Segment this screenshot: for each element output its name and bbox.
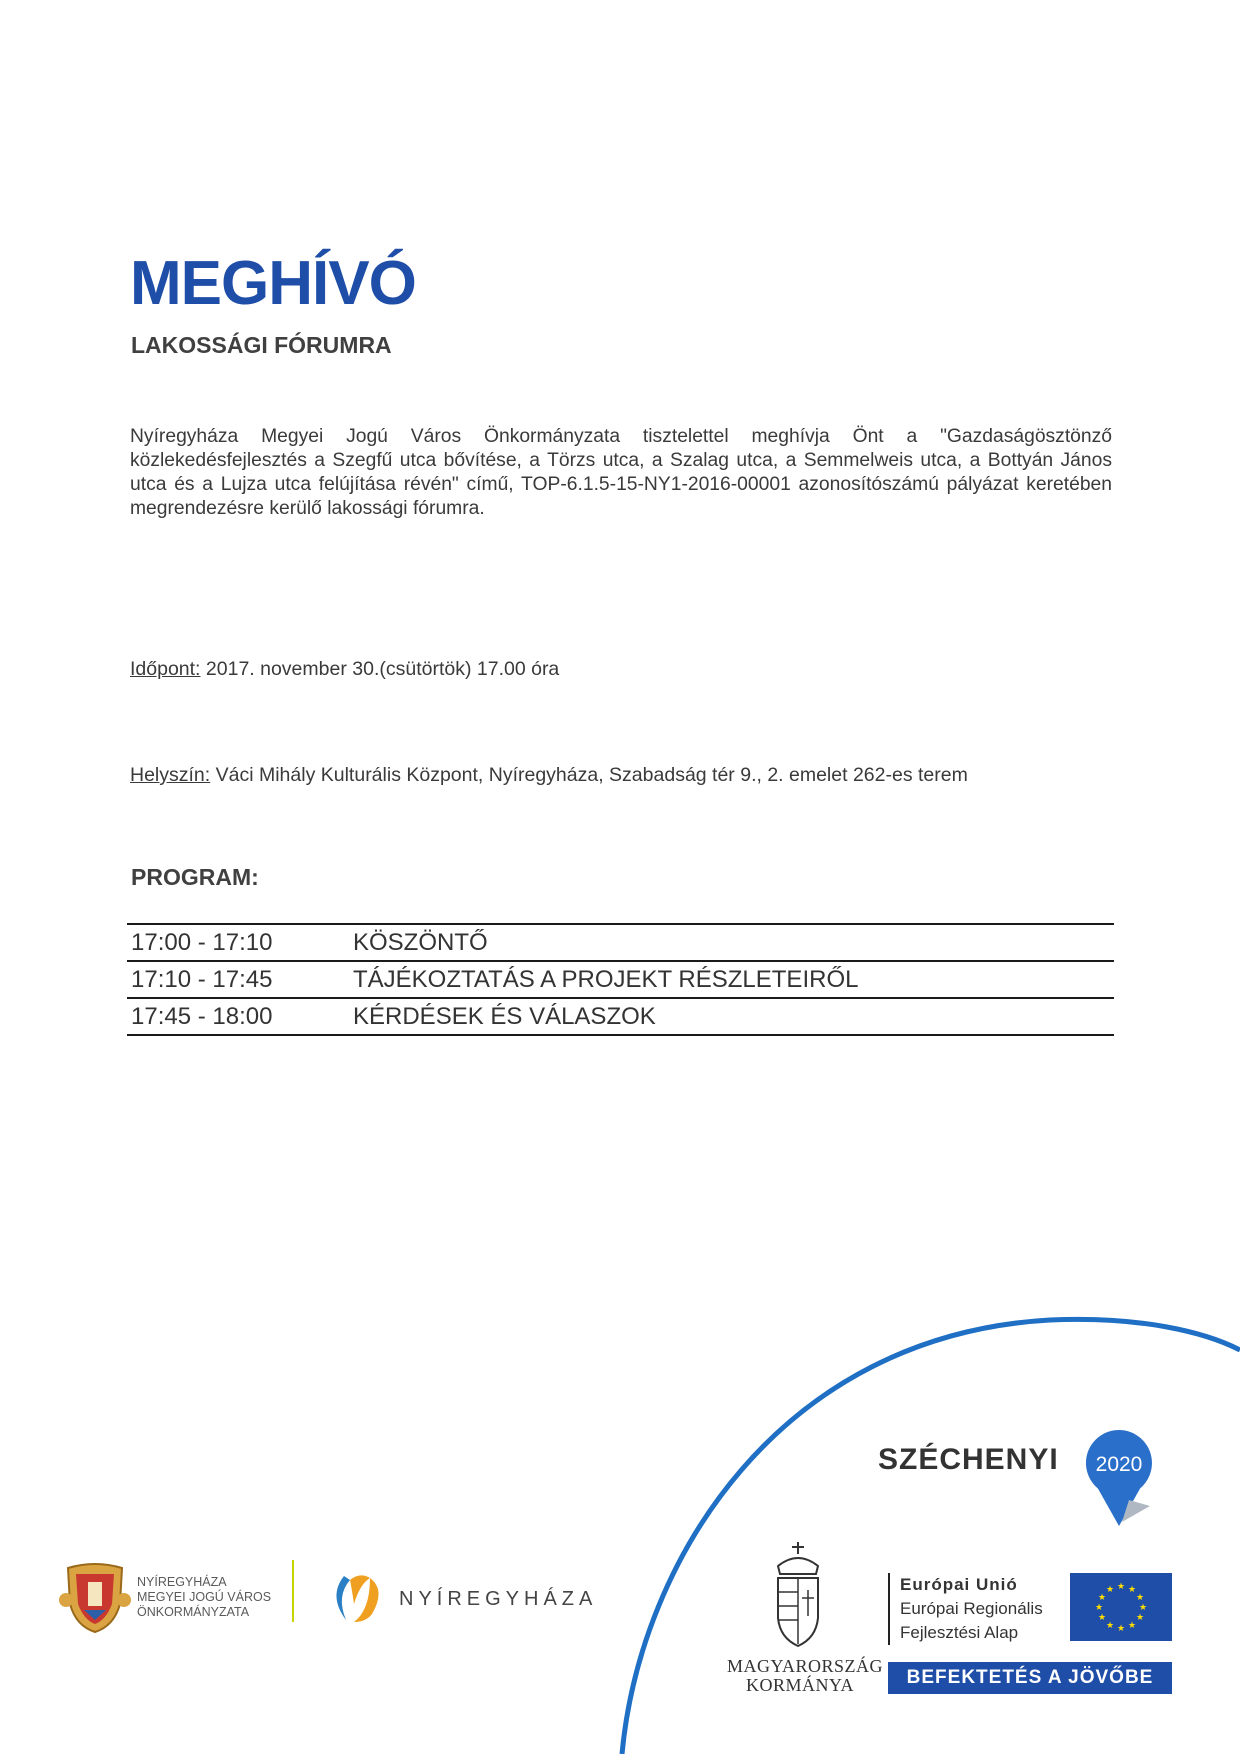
szechenyi-pin-icon (1084, 1428, 1154, 1528)
event-time-label: Időpont: (130, 658, 201, 680)
municipality-line-1: NYÍREGYHÁZA (137, 1575, 227, 1589)
svg-text:★: ★ (1105, 1585, 1115, 1595)
program-heading: PROGRAM: (131, 864, 259, 890)
hungarian-coat-of-arms-icon (770, 1540, 826, 1652)
svg-text:★: ★ (1105, 1621, 1115, 1631)
program-item: TÁJÉKOZTATÁS A PROJEKT RÉSZLETEIRŐL (349, 961, 1114, 998)
svg-text:★: ★ (1094, 1603, 1104, 1613)
city-brand-icon (326, 1570, 388, 1624)
program-time: 17:10 - 17:45 (127, 961, 349, 998)
eu-line-3: Fejlesztési Alap (900, 1623, 1019, 1642)
program-time: 17:45 - 18:00 (127, 998, 349, 1035)
svg-text:★: ★ (1135, 1613, 1145, 1623)
svg-text:★: ★ (1138, 1603, 1148, 1613)
municipality-name (137, 1575, 271, 1620)
program-time: 17:00 - 17:10 (127, 924, 349, 961)
svg-text:★: ★ (1116, 1624, 1126, 1634)
invitation-text: Nyíregyháza Megyei Jogú Város Önkormányzata tisztelettel meghívja Önt a "Gazdaságösztönző közlekedésfejlesztés a Szegfű utca bővítése, a Törzs utca, a Szalag utca, a Semmelweis utca, a Bottyán János utca és a Lujza utca felújítása révén" című, TOP-6.1.5-15-NY1-2016-00001 azonosítószámú pályázat keretében megrendezésre kerülő lakossági fórumra. (130, 426, 1112, 519)
event-time-value: 2017. november 30.(csütörtök) 17.00 óra (205, 658, 560, 680)
eu-fund-text (888, 1573, 1043, 1645)
government-line-1: MAGYARORSZÁG (727, 1656, 884, 1676)
program-item: KÖSZÖNTŐ (349, 924, 1114, 961)
szechenyi-year: 2020 (1095, 1453, 1143, 1476)
program-item: KÉRDÉSEK ÉS VÁLASZOK (349, 998, 1114, 1035)
invest-in-future-banner: BEFEKTETÉS A JÖVŐBE (888, 1662, 1172, 1694)
coat-of-arms-icon (58, 1560, 132, 1636)
page-title: MEGHÍVÓ (130, 249, 416, 318)
municipality-line-2: MEGYEI JOGÚ VÁROS (137, 1590, 272, 1604)
government-name (727, 1656, 884, 1695)
svg-text:★: ★ (1135, 1593, 1145, 1603)
eu-flag-icon (1070, 1573, 1172, 1641)
city-brand-name: NYÍREGYHÁZA (399, 1588, 598, 1610)
page-subtitle: LAKOSSÁGI FÓRUMRA (131, 332, 392, 358)
svg-text:★: ★ (1127, 1621, 1137, 1631)
event-place-label: Helyszín: (130, 764, 211, 786)
eu-line-2: Európai Regionális (900, 1599, 1043, 1618)
municipality-line-3: ÖNKORMÁNYZATA (137, 1605, 250, 1619)
svg-text:★: ★ (1097, 1613, 1107, 1623)
eu-line-1: Európai Unió (900, 1575, 1018, 1594)
svg-text:★: ★ (1097, 1593, 1107, 1603)
logo-divider (292, 1560, 294, 1622)
government-line-2: KORMÁNYA (745, 1675, 854, 1695)
event-place-value: Váci Mihály Kulturális Központ, Nyíregyháza, Szabadság tér 9., 2. emelet 262-es terem (215, 764, 968, 786)
svg-text:★: ★ (1116, 1582, 1126, 1592)
szechenyi-logo-text: SZÉCHENYI (878, 1443, 1059, 1476)
svg-text:★: ★ (1127, 1585, 1137, 1595)
